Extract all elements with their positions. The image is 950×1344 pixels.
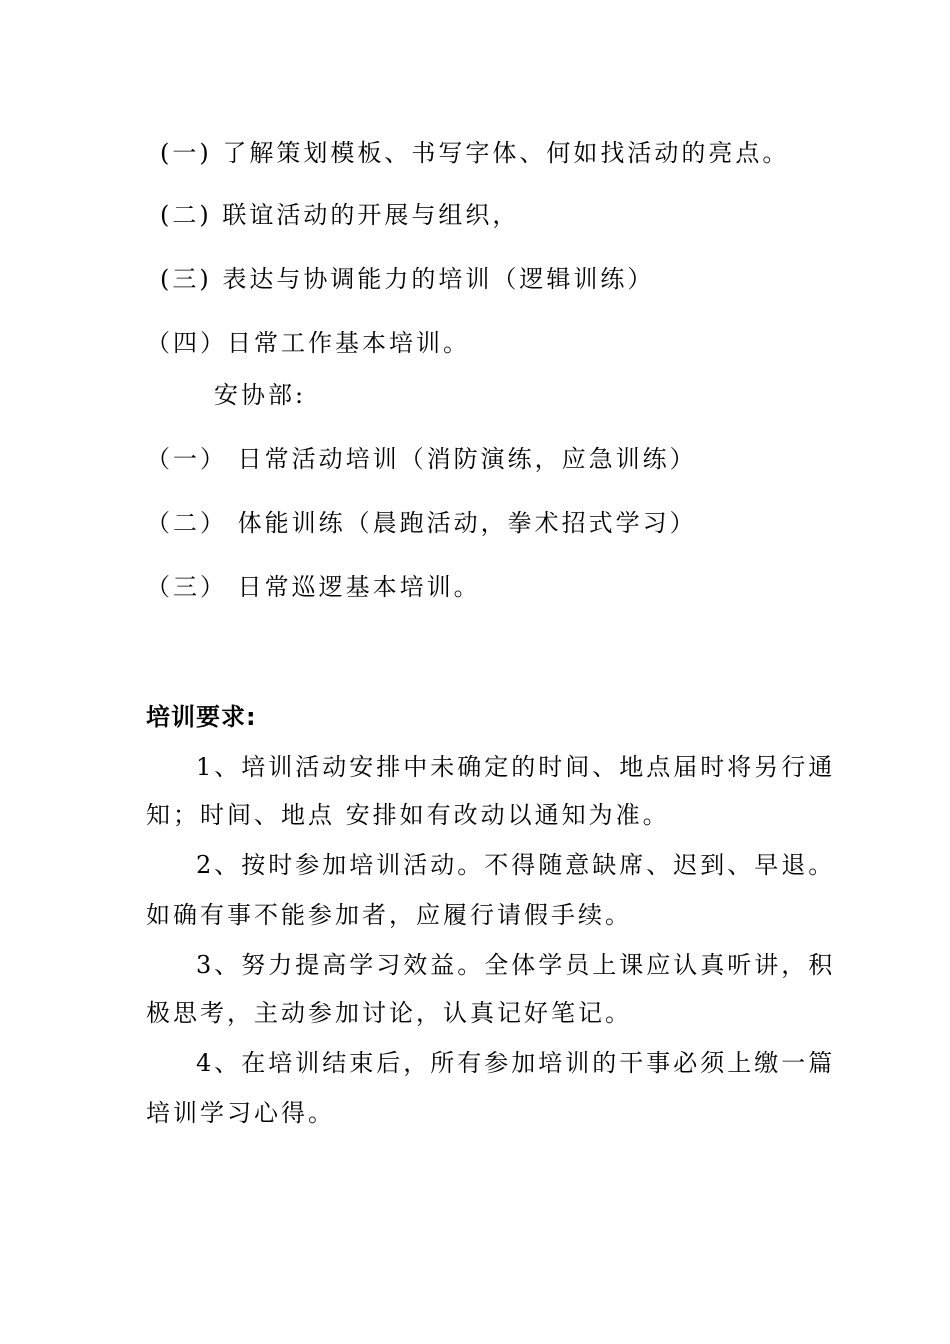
section-a-item-1: (一) 了解策划模板、书写字体、何如找活动的亮点。 <box>160 139 790 167</box>
requirement-2-line-2: 如确有事不能参加者，应履行请假手续。 <box>146 901 632 929</box>
section-b-item-3: （三） 日常巡逻基本培训。 <box>146 573 481 601</box>
requirement-3-line-1: 3、努力提高学习效益。全体学员上课应认真听讲，积 <box>196 951 836 979</box>
section-b-item-2: （二） 体能训练（晨跑活动，拳术招式学习） <box>146 509 697 537</box>
requirements-title: 培训要求: <box>146 703 257 731</box>
requirement-1-line-2: 知；时间、地点 安排如有改动以通知为准。 <box>146 801 670 829</box>
section-a-item-3: (三) 表达与协调能力的培训（逻辑训练） <box>160 265 655 293</box>
requirement-3-line-2: 极思考，主动参加讨论，认真记好笔记。 <box>146 999 632 1027</box>
requirement-4-line-1: 4、在培训结束后，所有参加培训的干事必须上缴一篇 <box>196 1049 836 1077</box>
requirement-1-line-1: 1、培训活动安排中未确定的时间、地点届时将另行通 <box>196 753 836 781</box>
section-b-title: 安协部: <box>214 381 307 409</box>
section-a-item-4: （四）日常工作基本培训。 <box>146 329 470 357</box>
requirement-2-line-1: 2、按时参加培训活动。不得随意缺席、迟到、早退。 <box>196 851 836 879</box>
requirement-4-line-2: 培训学习心得。 <box>146 1099 335 1127</box>
section-a-item-2: (二) 联谊活动的开展与组织， <box>160 201 520 229</box>
section-b-item-1: （一） 日常活动培训（消防演练，应急训练） <box>146 445 697 473</box>
